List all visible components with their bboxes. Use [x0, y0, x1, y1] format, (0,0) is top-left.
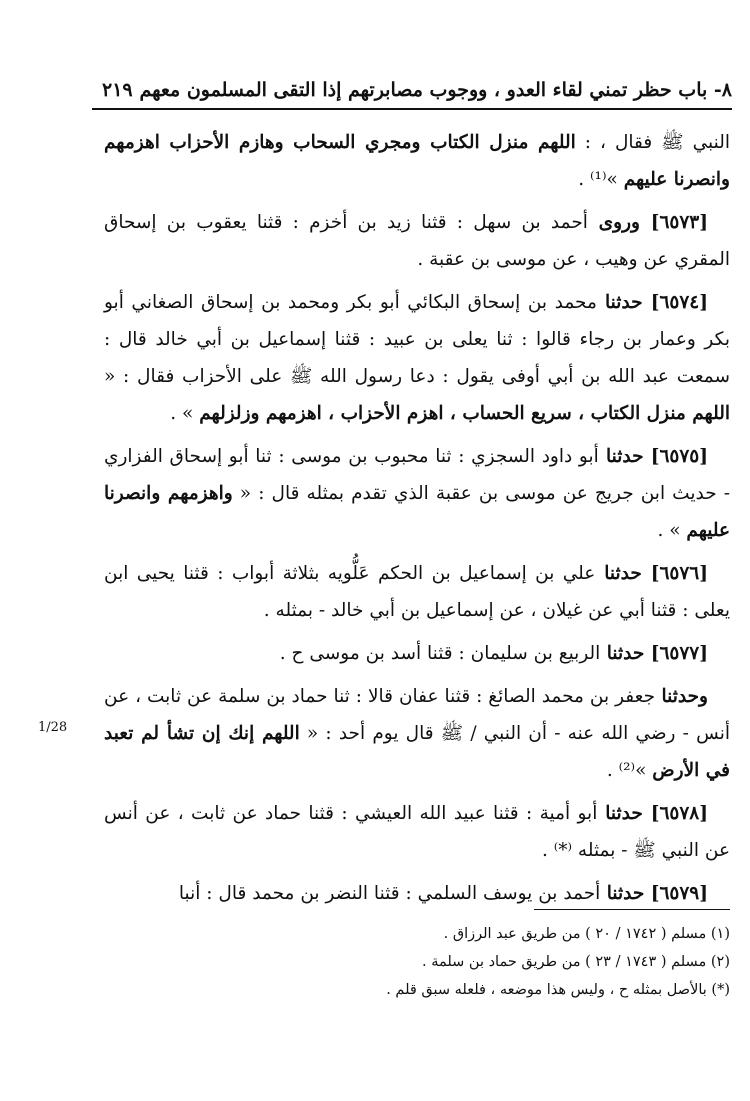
text-segment: جعفر بن محمد الصائغ : قثنا عفان قالا : ثنا حماد بن سلمة عن ثابت ، عن أنس - رضي الله عنه - أن النبي / ﷺ قال يوم أحد : « — [104, 686, 730, 744]
hadith-paragraph — [104, 795, 730, 869]
bold-text-segment: [٦٥٧٦] — [641, 563, 708, 584]
text-segment: الربيع بن سليمان : قثنا أسد بن موسى ح . — [279, 643, 601, 664]
hadith-paragraph — [104, 555, 730, 629]
text-segment: أبو داود السجزي : ثنا محبوب بن موسى : ثنا أبو إسحاق الفزاري - حديث ابن جريج عن موسى بن عقبة الذي تقدم بمثله قال : « — [104, 446, 730, 504]
bold-text-segment: اللهم منزل الكتاب ، سريع الحساب ، اهزم الأحزاب ، اهزمهم وزلزلهم — [199, 403, 730, 424]
text-segment: »⁽¹⁾ . — [578, 169, 624, 190]
bold-text-segment: [٦٥٧٥] — [643, 446, 708, 467]
page-number: ٢١٩ — [102, 79, 133, 101]
bold-text-segment: وروى — [587, 212, 640, 233]
bold-text-segment: اللهم إنك إن تشأ لم تعبد في الأرض — [104, 723, 730, 781]
chapter-title: ٨- باب حظر تمني لقاء العدو ، ووجوب مصابرتهم إذا التقى المسلمون معهم — [139, 79, 732, 101]
bold-text-segment: [٦٥٧٣] — [639, 212, 708, 233]
footnote: (٢) مسلم ( ١٧٤٣ / ٢٣ ) من طريق حماد بن سلمة . — [421, 954, 730, 970]
page-header — [92, 72, 732, 110]
bold-text-segment: [٦٥٧٤] — [642, 292, 708, 313]
text-segment: » . — [170, 403, 200, 424]
hadith-paragraph — [104, 438, 730, 549]
footnote-divider — [534, 909, 730, 910]
bold-text-segment: حدثنا — [595, 563, 642, 584]
hadith-paragraph — [104, 284, 730, 432]
bold-text-segment: حدثنا — [597, 803, 643, 824]
footnotes — [104, 920, 730, 1004]
hadith-paragraph — [104, 635, 730, 672]
footnote: (*) بالأصل بمثله ح ، وليس هذا موضعه ، فلعله سبق قلم . — [386, 982, 730, 998]
text-segment: علي بن إسماعيل بن الحكم عَلُّويه بثلاثة أبواب : قثنا يحيى ابن يعلى : قثنا أبي عن غيلان ، عن إسماعيل بن أبي خالد - بمثله . — [104, 563, 730, 621]
bold-text-segment: [٦٥٧٧] — [644, 643, 708, 664]
footnote: (١) مسلم ( ١٧٤٢ / ٢٠ ) من طريق عبد الرزاق . — [443, 926, 730, 942]
manuscript-folio-marker: 1/28 — [38, 720, 68, 735]
hadith-paragraph — [104, 678, 730, 789]
text-segment: أحمد بن سهل : قثنا زيد بن أخزم : قثنا يعقوب بن إسحاق المقري عن وهيب ، عن موسى بن عقبة . — [104, 212, 730, 270]
hadith-paragraph — [104, 124, 730, 198]
text-segment: محمد بن إسحاق البكائي أبو بكر ومحمد بن إسحاق الصغاني أبو بكر وعمار بن رجاء قالوا : ثنا يعلى بن عبيد : قثنا إسماعيل بن أبي خالد قال : سمعت عبد الله بن أبي أوفى يقول : دعا رسول الله ﷺ على الأحزاب فقال : « — [104, 292, 730, 387]
bold-text-segment: وحدثنا — [655, 686, 708, 707]
text-segment: » . — [657, 520, 687, 541]
text-segment: »⁽²⁾ . — [606, 760, 653, 781]
bold-text-segment: حدثنا — [600, 643, 645, 664]
bold-text-segment: حدثنا — [600, 883, 645, 904]
bold-text-segment: حدثنا — [596, 292, 643, 313]
bold-text-segment: حدثنا — [598, 446, 644, 467]
bold-text-segment: اللهم منزل الكتاب ومجري السحاب وهازم الأحزاب اهزمهم وانصرنا عليهم — [104, 132, 730, 190]
bold-text-segment: [٦٥٧٩] — [644, 883, 708, 904]
text-segment: النبي ﷺ فقال ، : — [575, 132, 730, 153]
hadith-paragraph — [104, 204, 730, 278]
hadith-paragraph — [104, 875, 730, 912]
text-segment: أبو أمية : قثنا عبيد الله العيشي : قثنا حماد عن ثابت ، عن أنس عن النبي ﷺ - بمثله ⁽*⁾ . — [104, 803, 730, 861]
bold-text-segment: [٦٥٧٨] — [642, 803, 708, 824]
main-text — [104, 124, 730, 918]
text-segment: أحمد بن يوسف السلمي : قثنا النضر بن محمد قال : أنبا — [178, 883, 601, 904]
bold-text-segment: واهزمهم وانصرنا عليهم — [104, 483, 730, 541]
